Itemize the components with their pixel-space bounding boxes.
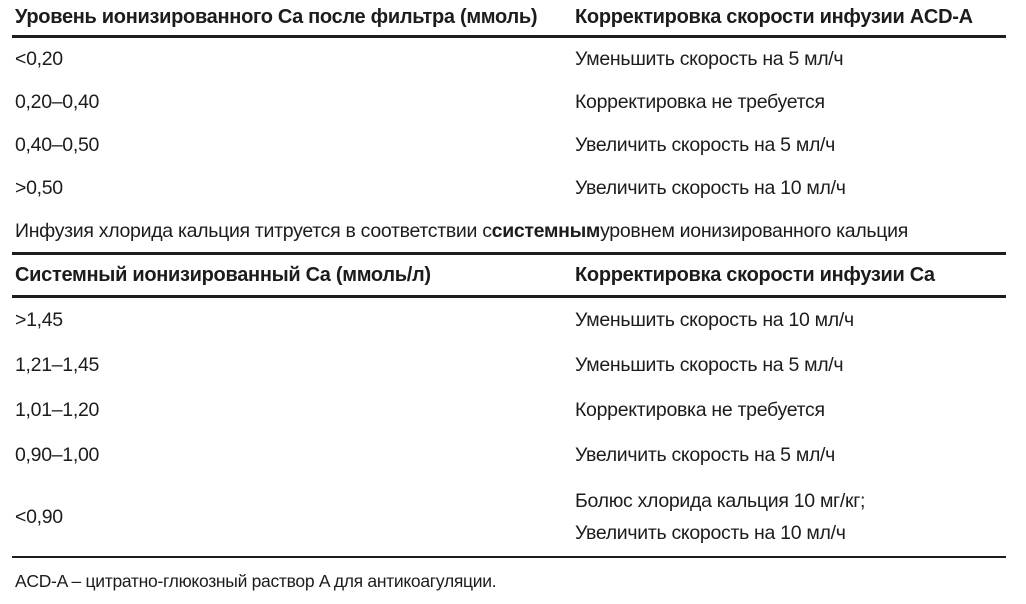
correction-action: Увеличить скорость на 5 мл/ч: [575, 444, 836, 466]
note-text-suffix: уровнем ионизированного кальция: [600, 219, 908, 242]
correction-action: [572, 485, 1006, 549]
correction-action: Уменьшить скорость на 5 мл/ч: [575, 48, 844, 70]
table-row: [12, 298, 1006, 343]
correction-action: Уменьшить скорость на 5 мл/ч: [575, 354, 844, 376]
correction-action-line-2: Увеличить скорость на 10 мл/ч: [575, 522, 846, 544]
ca-header-level: Системный ионизированный Ca (ммоль/л): [15, 263, 431, 286]
ca-level-value: 0,90–1,00: [15, 444, 100, 466]
correction-action: Увеличить скорость на 5 мл/ч: [575, 134, 836, 156]
correction-action: Корректировка не требуется: [575, 399, 825, 421]
note-text-bold: системным: [491, 219, 601, 242]
correction-action-line-1: Болюс хлорида кальция 10 мг/кг;: [575, 489, 866, 512]
table-row: [12, 81, 1006, 124]
note-text-prefix: Инфузия хлорида кальция титруется в соответствии с: [15, 219, 492, 242]
acda-table-header-row: [12, 0, 1006, 38]
acda-correction-table: [12, 0, 1006, 210]
ca-header-action: Корректировка скорости инфузии Ca: [575, 263, 935, 286]
ca-level-value: <0,90: [15, 505, 63, 528]
table-row: [12, 388, 1006, 433]
ca-level-value: >1,45: [15, 309, 63, 331]
table-row: [12, 167, 1006, 210]
ca-level-value: >0,50: [15, 177, 63, 199]
acda-header-level: Уровень ионизированного Ca после фильтра (ммоль): [15, 6, 538, 28]
ca-level-value: 1,21–1,45: [15, 354, 100, 376]
ca-table-header-row: [12, 252, 1006, 298]
table-row: [12, 343, 1006, 388]
ca-correction-table: [12, 252, 1006, 556]
ca-level-value: 1,01–1,20: [15, 399, 100, 421]
acda-footnote: ACD-A – цитратно-глюкозный раствор A для антикоагуляции.: [12, 556, 1006, 592]
correction-action: Уменьшить скорость на 10 мл/ч: [575, 309, 854, 331]
table-row: [12, 433, 1006, 478]
titration-note: [12, 210, 1006, 252]
correction-action: Увеличить скорость на 10 мл/ч: [575, 177, 846, 199]
ca-level-value: <0,20: [15, 48, 63, 70]
correction-action: Корректировка не требуется: [575, 91, 825, 113]
ca-level-value: 0,40–0,50: [15, 134, 100, 156]
table-row: [12, 478, 1006, 556]
table-row: [12, 124, 1006, 167]
acda-header-action: Корректировка скорости инфузии ACD-A: [575, 6, 973, 28]
ca-level-value: 0,20–0,40: [15, 91, 100, 113]
table-row: [12, 38, 1006, 81]
document-content: [12, 0, 1006, 592]
